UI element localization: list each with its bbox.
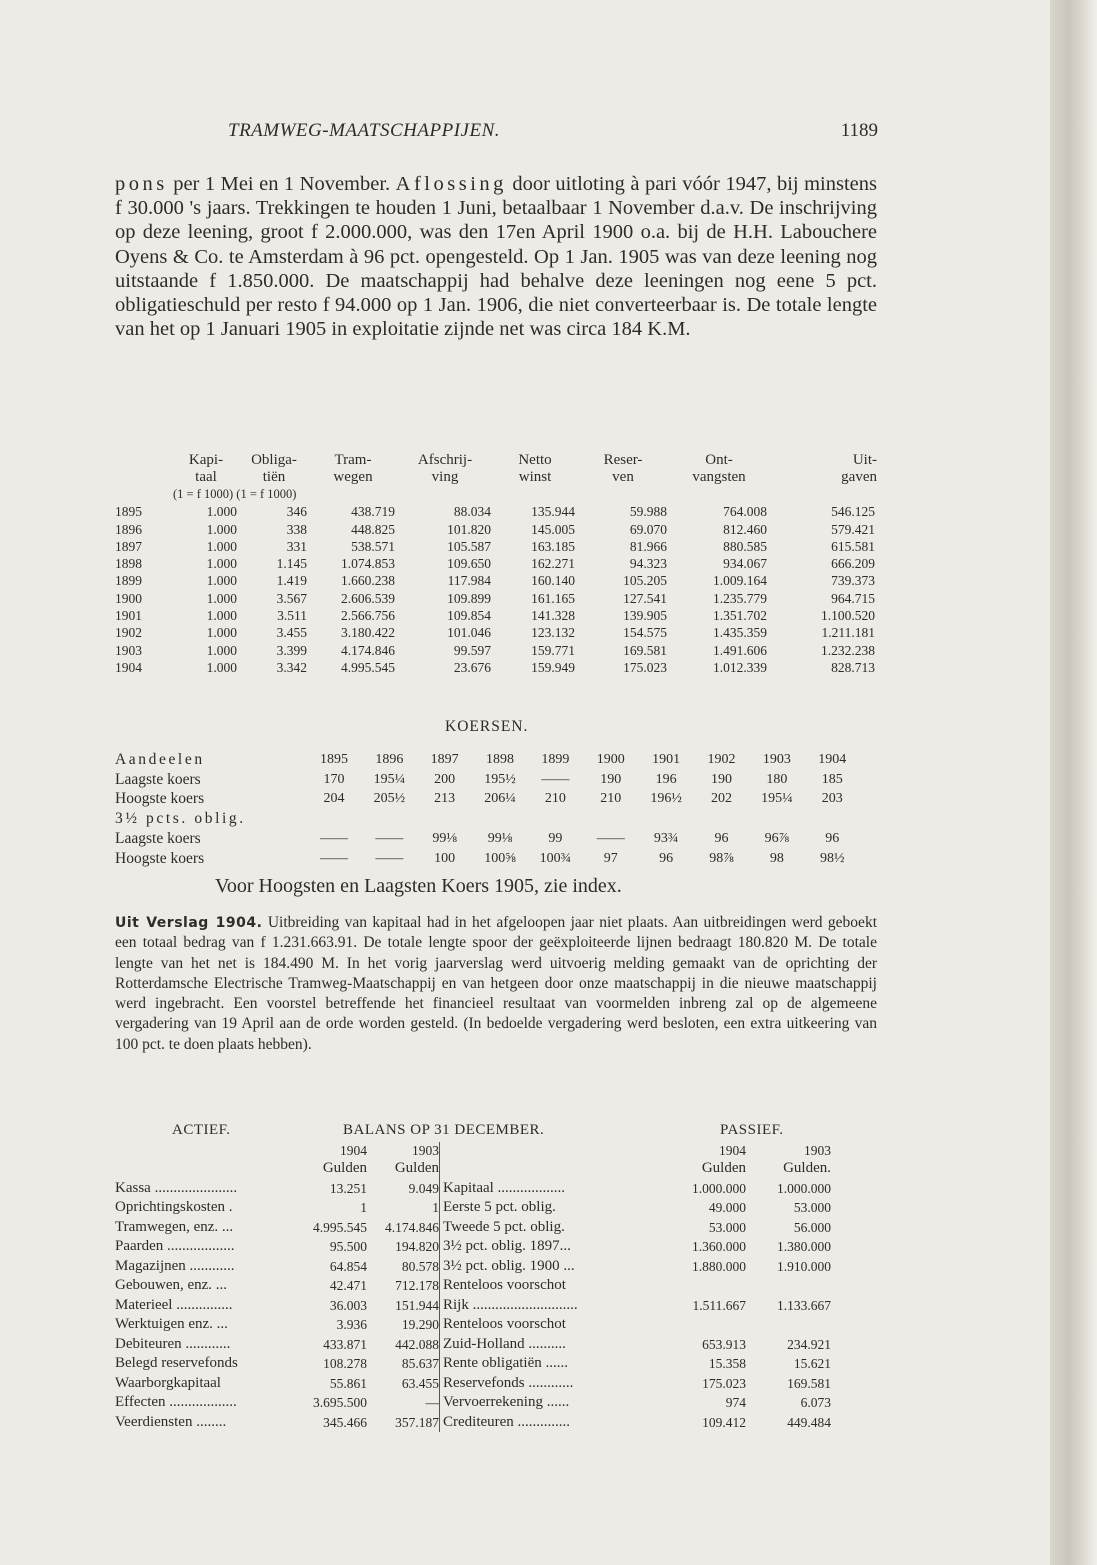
value-cell: 1.012.339 — [713, 659, 767, 675]
stats-row — [115, 555, 877, 572]
actief-label: Paarden .................. — [115, 1238, 235, 1254]
koers-value: 96 — [714, 830, 729, 846]
value-cell: 101.820 — [447, 521, 491, 537]
actief-label: Oprichtingskosten . — [115, 1199, 233, 1215]
balans-row — [115, 1393, 831, 1413]
value-cell: 161.165 — [531, 590, 575, 606]
verslag-lead: Uit Verslag 1904. — [115, 915, 263, 931]
koers-value: 200 — [434, 771, 456, 787]
actief-title: ACTIEF. — [172, 1122, 231, 1138]
koers-label: Hoogste koers — [115, 790, 205, 808]
koers-value: 202 — [710, 791, 732, 807]
value-cell: 538.571 — [351, 538, 395, 554]
actief-value: 64.854 — [329, 1258, 367, 1274]
koers-value: 185 — [821, 771, 843, 787]
koers-value: —— — [375, 850, 404, 866]
passief-value: 49.000 — [708, 1200, 746, 1215]
verslag-paragraph — [115, 913, 877, 1055]
actief-label: Tramwegen, enz. ... — [115, 1218, 234, 1235]
value-cell: 3.567 — [276, 590, 307, 606]
koers-value: 196 — [655, 771, 677, 787]
value-cell: 1.000 — [206, 625, 237, 641]
koers-value: 99⅛ — [432, 830, 457, 846]
value-cell: 1.000 — [206, 556, 237, 572]
stats-row — [115, 590, 877, 607]
passief-value: 53.000 — [793, 1200, 831, 1215]
koers-value: 93¾ — [653, 830, 679, 846]
stats-row — [115, 659, 877, 676]
koersen-title: KOERSEN. — [445, 718, 529, 735]
koers-row — [115, 849, 860, 869]
koers-value: 210 — [544, 791, 566, 807]
koers-value: 206¼ — [484, 791, 516, 807]
balans-row — [115, 1296, 831, 1316]
intro-paragraph — [115, 172, 877, 341]
passief-value: 653.913 — [702, 1336, 746, 1352]
stats-row — [115, 642, 877, 659]
year-cell: 1901 — [115, 608, 142, 624]
passief-value: 1.000.000 — [777, 1180, 831, 1196]
balans-row — [115, 1218, 831, 1238]
koers-label: Hoogste koers — [115, 849, 205, 867]
koers-value: 190 — [600, 771, 622, 787]
actief-value: 19.290 — [401, 1317, 439, 1332]
balans-title: BALANS OP 31 DECEMBER. — [343, 1122, 545, 1138]
value-cell: 1.100.520 — [821, 608, 875, 624]
value-cell: 1.074.853 — [341, 556, 395, 572]
section-label: 3½ pcts. oblig. — [115, 810, 246, 828]
value-cell: 346 — [286, 504, 307, 520]
koers-row — [115, 789, 860, 809]
actief-value: 433.871 — [323, 1336, 367, 1352]
year-cell: 1900 — [596, 752, 625, 767]
passief-label: 3½ pct. oblig. 1897... — [440, 1237, 669, 1257]
passief-label: Kapitaal .................. — [440, 1179, 669, 1199]
passief-value: 15.621 — [793, 1356, 831, 1371]
passief-title: PASSIEF. — [720, 1122, 784, 1138]
passief-value: 169.581 — [787, 1375, 831, 1391]
page-number: 1189 — [840, 120, 878, 141]
actief-label: Belegd reservefonds — [115, 1355, 238, 1371]
actief-value: — — [425, 1395, 439, 1410]
year-cell: 1903 — [762, 752, 791, 767]
koers-label: Laagste koers — [115, 770, 201, 788]
passief-label: Vervoerrekening ...... — [440, 1393, 669, 1413]
year-cell: 1896 — [115, 521, 142, 537]
actief-label: Magazijnen ............ — [115, 1257, 235, 1274]
koers-value: 203 — [821, 791, 843, 807]
koers-value: 213 — [434, 791, 456, 807]
value-cell: 1.235.779 — [713, 590, 767, 606]
actief-value: 85.637 — [401, 1356, 439, 1371]
page-header — [228, 120, 878, 150]
actief-label: Werktuigen enz. ... — [115, 1316, 228, 1332]
koers-value: 96⅞ — [764, 830, 790, 846]
year-cell: 1896 — [375, 752, 404, 767]
year-cell: 1898 — [115, 556, 142, 572]
value-cell: 438.719 — [351, 504, 395, 520]
value-cell: 579.421 — [831, 521, 875, 537]
stats-row — [115, 572, 877, 589]
actief-value: 4.174.846 — [385, 1219, 439, 1235]
passief-value: 1.880.000 — [692, 1258, 746, 1274]
koers-value: 195¼ — [761, 791, 793, 807]
stats-row — [115, 624, 877, 641]
value-cell: 1.491.606 — [713, 642, 767, 658]
actief-value: 1 — [360, 1200, 367, 1215]
value-cell: 1.435.359 — [713, 625, 767, 641]
passief-value: 53.000 — [708, 1219, 746, 1235]
value-cell: 141.328 — [531, 608, 575, 624]
spaced-word: pons — [115, 173, 168, 195]
value-cell: 159.949 — [531, 659, 575, 675]
passief-value: 56.000 — [793, 1219, 831, 1235]
balans-table — [115, 1142, 831, 1432]
actief-label: Effecten .................. — [115, 1394, 237, 1410]
value-cell: 69.070 — [629, 521, 667, 537]
value-cell: 3.399 — [276, 642, 307, 658]
koers-value: —— — [319, 850, 348, 866]
value-cell: 331 — [286, 538, 307, 554]
balans-row — [115, 1237, 831, 1257]
passief-value: 1.910.000 — [777, 1258, 831, 1274]
unit-cell: Gulden — [322, 1160, 367, 1176]
value-cell: 169.581 — [623, 642, 667, 658]
running-title: TRAMWEG-MAATSCHAPPIJEN. — [228, 120, 500, 141]
value-cell: 123.132 — [531, 625, 575, 641]
balans-row — [115, 1374, 831, 1394]
value-cell: 109.854 — [447, 608, 491, 624]
value-cell: 101.046 — [447, 625, 491, 641]
stats-header-row — [115, 452, 877, 486]
value-cell: 964.715 — [831, 590, 875, 606]
koers-value: 99 — [548, 830, 563, 846]
koers-value: —— — [319, 830, 348, 846]
value-cell: 23.676 — [453, 659, 491, 675]
actief-value: 345.466 — [323, 1414, 367, 1430]
actief-value: 151.944 — [395, 1297, 439, 1313]
koers-value: 100⅝ — [484, 850, 516, 866]
koers-value: 96 — [825, 830, 840, 846]
value-cell: 615.581 — [831, 538, 875, 554]
year-col-header — [115, 452, 173, 486]
passief-value — [668, 1276, 746, 1296]
year-cell: 1901 — [652, 752, 681, 767]
actief-value: 95.500 — [329, 1239, 367, 1254]
value-cell: 109.650 — [447, 556, 491, 572]
value-cell: 99.597 — [453, 642, 491, 658]
section-label: Aandeelen — [115, 751, 205, 768]
value-cell: 127.541 — [623, 590, 667, 606]
passief-value: 449.484 — [787, 1414, 831, 1430]
actief-value: 3.936 — [336, 1317, 367, 1332]
value-cell: 3.180.422 — [341, 625, 395, 641]
balans-unit-row — [115, 1159, 831, 1179]
value-cell: 3.511 — [277, 608, 307, 624]
balans-row — [115, 1413, 831, 1433]
koers-label: Laagste koers — [115, 829, 201, 847]
passief-label: Tweede 5 pct. oblig. — [440, 1218, 669, 1238]
value-cell: 1.009.164 — [713, 573, 767, 589]
koersen-years-row — [115, 750, 860, 770]
col-header: Tram- wegen — [333, 452, 373, 485]
year-cell: 1903 — [115, 642, 142, 658]
value-cell: 1.000 — [206, 504, 237, 520]
year-cell: 1904 — [340, 1143, 367, 1158]
passief-label: Zuid-Holland .......... — [440, 1335, 669, 1355]
value-cell: 764.008 — [723, 504, 767, 520]
stats-table — [115, 452, 877, 676]
year-cell: 1902 — [115, 625, 142, 641]
koers-value: 100¾ — [539, 850, 572, 866]
koers-value: 205½ — [373, 791, 406, 807]
col-header: Obliga- tiën — [251, 452, 297, 485]
col-header: Afschrij- ving — [417, 452, 473, 485]
value-cell: 666.209 — [831, 556, 875, 572]
value-cell: 934.067 — [723, 556, 767, 572]
passief-label: Eerste 5 pct. oblig. — [440, 1198, 669, 1218]
passief-value — [746, 1276, 831, 1296]
value-cell: 4.995.545 — [341, 659, 395, 675]
passief-value: 234.921 — [787, 1336, 831, 1352]
value-cell: 105.205 — [623, 573, 667, 589]
value-cell: 81.966 — [629, 538, 667, 554]
value-cell: 117.984 — [447, 573, 491, 589]
stats-unit-row — [115, 486, 877, 503]
stats-row — [115, 607, 877, 624]
actief-value: 42.471 — [329, 1278, 367, 1293]
value-cell: 1.000 — [206, 573, 237, 589]
passief-value: 1.360.000 — [692, 1239, 746, 1254]
actief-value: 1 — [432, 1200, 439, 1215]
col-header: Uit- gaven — [841, 452, 877, 485]
col-header: Kapi- taal — [188, 452, 224, 485]
value-cell: 1.000 — [206, 608, 237, 624]
passief-value: 15.358 — [708, 1356, 746, 1371]
value-cell: 3.342 — [276, 659, 307, 675]
actief-value: 357.187 — [395, 1414, 439, 1430]
year-cell: 1902 — [707, 752, 736, 767]
value-cell: 812.460 — [723, 521, 767, 537]
koers-value: 98⅞ — [709, 850, 734, 866]
passief-value: 1.000.000 — [692, 1180, 746, 1196]
value-cell: 1.211.181 — [821, 625, 875, 641]
value-cell: 139.905 — [623, 608, 667, 624]
year-cell: 1895 — [319, 752, 348, 767]
actief-value: 13.251 — [329, 1180, 367, 1196]
value-cell: 1.000 — [206, 590, 237, 606]
spaced-word: Aflossing — [395, 173, 507, 195]
passief-value: 6.073 — [800, 1395, 831, 1410]
value-cell: 448.825 — [351, 521, 395, 537]
year-cell: 1897 — [430, 752, 459, 767]
intro-text-1: per 1 Mei en 1 November. — [167, 173, 396, 195]
koers-row — [115, 770, 860, 790]
index-note: Voor Hoogsten en Laagsten Koers 1905, zie index. — [215, 875, 622, 897]
koers-value: 190 — [710, 771, 732, 787]
value-cell: 109.899 — [447, 590, 491, 606]
value-cell: 546.125 — [831, 504, 875, 520]
value-cell: 880.585 — [723, 538, 767, 554]
actief-value: 80.578 — [401, 1258, 439, 1274]
value-cell: 145.005 — [531, 521, 575, 537]
actief-label: Veerdiensten ........ — [115, 1413, 227, 1430]
actief-value: 9.049 — [408, 1180, 439, 1196]
actief-value: 108.278 — [323, 1356, 367, 1371]
verslag-text: Uitbreiding van kapitaal had in het afgeloopen jaar niet plaats. Aan uitbreidingen werd geboekt een totaal bedrag van f 1.231.663.91. De totale lengte spoor der geëxploiteerde lijnen bedraagt 180.820 M. De totale lengte van het net is 184.490 M. In het vorig jaarverslag werd uitvoerig melding gemaakt van de oprichting der Rotterdamsche Electrische Tramweg-Maatschappij en van hetgeen door onze maatschappij in die nieuwe maatschappij werd ingebracht. Een voorstel betreffende het financieel resultaat van voormelden inbreng zal op de algemeene vergadering van 19 April aan de orde worden gesteld. (In bedoelde vergadering werd besloten, een extra uitkeering van 100 pct. te doen plaats hebben). — [115, 914, 877, 1053]
intro-text-2: door uitloting à pari vóór 1947, bij minstens f 30.000 's jaars. Trekkingen te houden 1 Juni, betaalbaar 1 November d.a.v. De inschrijving op deze leening, groot f 2.000.000, was den 17en April 1900 o.a. bij de H.H. Labouchere Oyens & Co. te Amsterdam à 96 pct. opengesteld. Op 1 Jan. 1905 was van deze leening nog uitstaande f 1.850.000. De maatschappij had behalve deze leeningen nog eene 5 pct. obligatieschuld per resto f 94.000 op 1 Jan. 1906, die niet converteerbaar is. De totale lengte van het op 1 Januari 1905 in exploitatie zijnde net was circa 184 K.M. — [115, 173, 877, 341]
value-cell: 1.000 — [206, 521, 237, 537]
actief-label: Materieel ............... — [115, 1296, 233, 1313]
value-cell: 59.988 — [629, 504, 667, 520]
actief-value: 194.820 — [395, 1239, 439, 1254]
year-cell: 1903 — [412, 1143, 439, 1158]
koers-value: 100 — [434, 850, 456, 866]
koers-value: 195½ — [484, 771, 516, 787]
year-cell: 1904 — [719, 1143, 746, 1158]
value-cell: 2.606.539 — [341, 590, 395, 606]
balans-year-row — [115, 1142, 831, 1159]
book-spine-edge — [1050, 0, 1097, 1565]
balans-row — [115, 1198, 831, 1218]
passief-value: 109.412 — [702, 1414, 746, 1430]
balans-row — [115, 1335, 831, 1355]
value-cell: 338 — [286, 521, 307, 537]
value-cell: 4.174.846 — [341, 642, 395, 658]
year-cell: 1903 — [804, 1143, 831, 1158]
value-cell: 1.000 — [206, 538, 237, 554]
value-cell: 1.351.702 — [713, 608, 767, 624]
koers-value: 204 — [323, 791, 345, 807]
koers-value: 180 — [766, 771, 788, 787]
value-cell: 1.145 — [276, 556, 307, 572]
unit-cell: Gulden. — [783, 1160, 831, 1176]
passief-value: 1.380.000 — [777, 1239, 831, 1254]
actief-label: Waarborgkapitaal — [115, 1374, 221, 1391]
koers-value: —— — [596, 830, 625, 846]
passief-label: Rente obligatiën ...... — [440, 1354, 669, 1374]
value-cell: 162.271 — [531, 556, 575, 572]
value-cell: 88.034 — [453, 504, 491, 520]
actief-label: Kassa ...................... — [115, 1179, 238, 1196]
value-cell: 739.373 — [831, 573, 875, 589]
koers-value: 170 — [323, 771, 345, 787]
value-cell: 3.455 — [276, 625, 307, 641]
value-cell: 828.713 — [831, 659, 875, 675]
koers-value: —— — [375, 830, 404, 846]
koersen-table — [115, 750, 860, 868]
actief-value: 442.088 — [395, 1336, 439, 1352]
passief-label: Rijk ............................ — [440, 1296, 669, 1316]
koers-value: —— — [541, 771, 570, 787]
value-cell: 105.587 — [447, 538, 491, 554]
actief-value: 3.695.500 — [313, 1395, 367, 1410]
year-cell: 1899 — [115, 573, 142, 589]
koers-value: 98 — [769, 850, 784, 866]
passief-value: 1.133.667 — [777, 1297, 831, 1313]
unit-note: (1 = f 1000) (1 = f 1000) — [173, 487, 297, 501]
passief-label: Crediteuren .............. — [440, 1413, 669, 1433]
value-cell: 1.419 — [276, 573, 307, 589]
year-cell: 1900 — [115, 590, 142, 606]
stats-row — [115, 521, 877, 538]
value-cell: 1.000 — [206, 642, 237, 658]
passief-value: 974 — [725, 1395, 746, 1410]
col-header: Reser- ven — [603, 452, 643, 485]
koers-value: 96 — [659, 850, 674, 866]
year-cell: 1895 — [115, 504, 142, 520]
balans-row — [115, 1315, 831, 1335]
value-cell: 160.140 — [531, 573, 575, 589]
actief-label: Gebouwen, enz. ... — [115, 1277, 228, 1293]
passief-label: Renteloos voorschot — [440, 1315, 669, 1335]
value-cell: 1.000 — [206, 659, 237, 675]
balans-row — [115, 1179, 831, 1199]
actief-label: Debiteuren ............ — [115, 1335, 231, 1352]
stats-row — [115, 503, 877, 520]
balans-row — [115, 1354, 831, 1374]
col-header: Ont- vangsten — [692, 452, 746, 485]
koers-value: 99⅛ — [487, 830, 513, 846]
year-cell: 1904 — [818, 752, 847, 767]
koers-value: 98½ — [820, 850, 845, 866]
value-cell: 135.944 — [531, 504, 575, 520]
year-cell: 1899 — [541, 752, 570, 767]
value-cell: 175.023 — [623, 659, 667, 675]
passief-label: Renteloos voorschot — [440, 1276, 669, 1296]
passief-value — [746, 1315, 831, 1335]
stats-row — [115, 538, 877, 555]
balans-row — [115, 1276, 831, 1296]
col-header: Netto winst — [518, 452, 552, 485]
passief-value: 175.023 — [702, 1375, 746, 1391]
value-cell: 154.575 — [623, 625, 667, 641]
passief-label: 3½ pct. oblig. 1900 ... — [440, 1257, 669, 1277]
koers-value: 97 — [603, 850, 618, 866]
value-cell: 1.660.238 — [341, 573, 395, 589]
year-cell: 1897 — [115, 538, 142, 554]
unit-cell: Gulden — [394, 1160, 439, 1176]
year-cell: 1904 — [115, 659, 142, 675]
value-cell: 1.232.238 — [821, 642, 875, 658]
koers-value: 196½ — [650, 791, 682, 807]
actief-value: 36.003 — [329, 1297, 367, 1313]
koers-value: 195¼ — [373, 771, 406, 787]
koersen-section-row — [115, 809, 860, 829]
year-cell: 1898 — [486, 752, 515, 767]
value-cell: 2.566.756 — [341, 608, 395, 624]
balans-row — [115, 1257, 831, 1277]
actief-value: 4.995.545 — [313, 1219, 367, 1235]
passief-value: 1.511.667 — [692, 1297, 746, 1313]
passief-label: Reservefonds ............ — [440, 1374, 669, 1394]
value-cell: 163.185 — [531, 538, 575, 554]
actief-value: 63.455 — [401, 1375, 439, 1391]
actief-value: 55.861 — [329, 1375, 367, 1391]
unit-cell: Gulden — [701, 1160, 746, 1176]
actief-value: 712.178 — [395, 1278, 439, 1293]
value-cell: 94.323 — [629, 556, 667, 572]
koers-value: 210 — [600, 791, 622, 807]
passief-value — [668, 1315, 746, 1335]
koers-row — [115, 829, 860, 849]
value-cell: 159.771 — [531, 642, 575, 658]
